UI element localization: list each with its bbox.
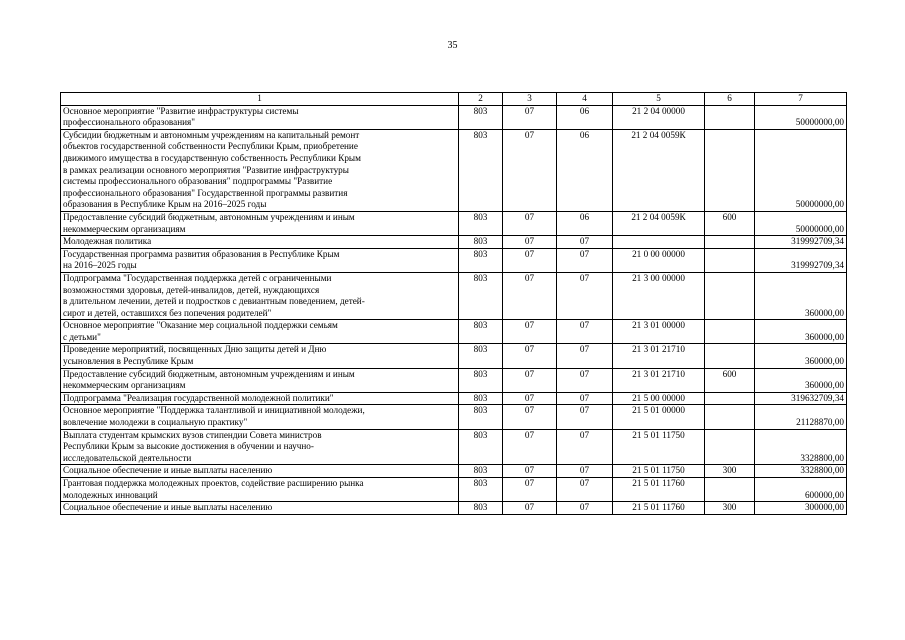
table-row — [61, 465, 847, 478]
row-code-cell: 803 — [459, 392, 503, 405]
row-name-cell: Молодежная политика — [61, 236, 459, 249]
row-amount-cell: 360000,00 — [755, 272, 847, 319]
row-amount-cell: 50000000,00 — [755, 105, 847, 129]
table-row — [61, 129, 847, 211]
row-code-cell: 803 — [459, 344, 503, 368]
row-expense-type-cell — [705, 320, 755, 344]
row-subsection-cell: 07 — [557, 465, 613, 478]
table-row — [61, 248, 847, 272]
row-amount-cell: 360000,00 — [755, 320, 847, 344]
row-section-cell: 07 — [503, 478, 557, 502]
row-subsection-cell: 07 — [557, 236, 613, 249]
row-expense-type-cell: 600 — [705, 368, 755, 392]
table-row — [61, 236, 847, 249]
row-subsection-cell: 07 — [557, 368, 613, 392]
budget-table-body — [61, 93, 847, 515]
row-subsection-cell: 06 — [557, 129, 613, 211]
row-code-cell: 803 — [459, 478, 503, 502]
row-expense-type-cell — [705, 429, 755, 465]
row-expense-type-cell: 300 — [705, 465, 755, 478]
row-code-cell: 803 — [459, 465, 503, 478]
row-section-cell: 07 — [503, 248, 557, 272]
row-code-cell: 803 — [459, 368, 503, 392]
row-amount-cell: 360000,00 — [755, 344, 847, 368]
row-section-cell: 07 — [503, 465, 557, 478]
row-section-cell: 07 — [503, 211, 557, 235]
row-code-cell: 803 — [459, 272, 503, 319]
row-expense-type-cell — [705, 129, 755, 211]
table-row — [61, 405, 847, 429]
row-section-cell: 07 — [503, 405, 557, 429]
row-subsection-cell: 07 — [557, 478, 613, 502]
row-target-article-cell: 21 3 01 21710 — [613, 344, 705, 368]
row-name-cell: Основное мероприятие "Развитие инфраструктуры системы профессионального образования" — [61, 105, 459, 129]
row-name-cell: Основное мероприятие "Оказание мер социальной поддержки семьям с детьми" — [61, 320, 459, 344]
header-cell-1: 1 — [61, 93, 459, 106]
row-amount-cell: 3328800,00 — [755, 429, 847, 465]
row-amount-cell: 3328800,00 — [755, 465, 847, 478]
row-name-cell: Субсидии бюджетным и автономным учреждениям на капитальный ремонт объектов государственной собственности Республики Крым, приобретение движимого имущества в государственную собственность Республики Крым в рамках реализации основного мероприятия "Развитие инфраструктуры системы профессионального образования" подпрограммы "Развитие профессионального образования" Государственной программы развития образования в Республике Крым на 2016–2025 годы — [61, 129, 459, 211]
page-number: 35 — [447, 40, 458, 51]
row-code-cell: 803 — [459, 129, 503, 211]
row-name-cell: Предоставление субсидий бюджетным, автономным учреждениям и иным некоммерческим организациям — [61, 368, 459, 392]
row-expense-type-cell — [705, 405, 755, 429]
table-row — [61, 272, 847, 319]
row-expense-type-cell — [705, 344, 755, 368]
row-code-cell: 803 — [459, 248, 503, 272]
row-target-article-cell: 21 3 01 00000 — [613, 320, 705, 344]
row-target-article-cell — [613, 236, 705, 249]
row-code-cell: 803 — [459, 429, 503, 465]
row-code-cell: 803 — [459, 320, 503, 344]
row-target-article-cell: 21 5 01 00000 — [613, 405, 705, 429]
row-target-article-cell: 21 5 01 11760 — [613, 478, 705, 502]
row-name-cell: Выплата студентам крымских вузов стипендии Совета министров Республики Крым за высокие достижения в обучении и научно- исследовательской деятельности — [61, 429, 459, 465]
row-amount-cell: 360000,00 — [755, 368, 847, 392]
table-row — [61, 211, 847, 235]
row-target-article-cell: 21 5 01 11750 — [613, 429, 705, 465]
row-amount-cell: 319632709,34 — [755, 392, 847, 405]
row-expense-type-cell — [705, 236, 755, 249]
table-row — [61, 502, 847, 515]
row-name-cell: Подпрограмма "Государственная поддержка детей с ограниченными возможностями здоровья, детей-инвалидов, детей, нуждающихся в длительном лечении, детей и подростков с девиантным поведением, детей- сирот и детей, оставшихся без попечения родителей" — [61, 272, 459, 319]
row-subsection-cell: 07 — [557, 502, 613, 515]
row-section-cell: 07 — [503, 272, 557, 319]
row-subsection-cell: 07 — [557, 248, 613, 272]
row-name-cell: Основное мероприятие "Поддержка талантливой и инициативной молодежи, вовлечение молодежи в социальную практику" — [61, 405, 459, 429]
table-row — [61, 344, 847, 368]
header-cell-4: 4 — [557, 93, 613, 106]
row-section-cell: 07 — [503, 129, 557, 211]
row-section-cell: 07 — [503, 344, 557, 368]
row-expense-type-cell — [705, 392, 755, 405]
row-amount-cell: 21128870,00 — [755, 405, 847, 429]
table-row — [61, 320, 847, 344]
budget-table — [60, 92, 847, 515]
row-name-cell: Социальное обеспечение и иные выплаты населению — [61, 502, 459, 515]
row-code-cell: 803 — [459, 105, 503, 129]
header-cell-3: 3 — [503, 93, 557, 106]
row-subsection-cell: 07 — [557, 320, 613, 344]
row-subsection-cell: 07 — [557, 405, 613, 429]
table-row — [61, 429, 847, 465]
table-row — [61, 392, 847, 405]
table-header-row — [61, 93, 847, 106]
row-expense-type-cell — [705, 272, 755, 319]
row-section-cell: 07 — [503, 392, 557, 405]
row-target-article-cell: 21 5 01 11760 — [613, 502, 705, 515]
row-section-cell: 07 — [503, 429, 557, 465]
header-cell-2: 2 — [459, 93, 503, 106]
row-name-cell: Социальное обеспечение и иные выплаты населению — [61, 465, 459, 478]
row-code-cell: 803 — [459, 405, 503, 429]
row-name-cell: Проведение мероприятий, посвященных Дню защиты детей и Дню усыновления в Республике Крым — [61, 344, 459, 368]
row-amount-cell: 50000000,00 — [755, 211, 847, 235]
row-target-article-cell: 21 5 00 00000 — [613, 392, 705, 405]
row-amount-cell: 600000,00 — [755, 478, 847, 502]
row-name-cell: Предоставление субсидий бюджетным, автономным учреждениям и иным некоммерческим организациям — [61, 211, 459, 235]
row-target-article-cell: 21 3 01 21710 — [613, 368, 705, 392]
row-section-cell: 07 — [503, 236, 557, 249]
row-subsection-cell: 06 — [557, 211, 613, 235]
row-code-cell: 803 — [459, 502, 503, 515]
row-subsection-cell: 07 — [557, 429, 613, 465]
row-amount-cell: 319992709,34 — [755, 236, 847, 249]
row-name-cell: Грантовая поддержка молодежных проектов, содействие расширению рынка молодежных инноваций — [61, 478, 459, 502]
row-expense-type-cell — [705, 248, 755, 272]
row-amount-cell: 50000000,00 — [755, 129, 847, 211]
header-cell-5: 5 — [613, 93, 705, 106]
row-section-cell: 07 — [503, 368, 557, 392]
row-target-article-cell: 21 5 01 11750 — [613, 465, 705, 478]
row-code-cell: 803 — [459, 236, 503, 249]
row-target-article-cell: 21 2 04 0059К — [613, 129, 705, 211]
row-section-cell: 07 — [503, 502, 557, 515]
header-cell-6: 6 — [705, 93, 755, 106]
table-row — [61, 478, 847, 502]
header-cell-7: 7 — [755, 93, 847, 106]
row-name-cell: Государственная программа развития образования в Республике Крым на 2016–2025 годы — [61, 248, 459, 272]
row-name-cell: Подпрограмма "Реализация государственной молодежной политики" — [61, 392, 459, 405]
row-expense-type-cell: 300 — [705, 502, 755, 515]
row-subsection-cell: 06 — [557, 105, 613, 129]
row-expense-type-cell — [705, 105, 755, 129]
row-section-cell: 07 — [503, 320, 557, 344]
row-amount-cell: 319992709,34 — [755, 248, 847, 272]
row-subsection-cell: 07 — [557, 344, 613, 368]
row-target-article-cell: 21 2 04 0059К — [613, 211, 705, 235]
row-amount-cell: 300000,00 — [755, 502, 847, 515]
row-target-article-cell: 21 0 00 00000 — [613, 248, 705, 272]
row-expense-type-cell: 600 — [705, 211, 755, 235]
row-target-article-cell: 21 2 04 00000 — [613, 105, 705, 129]
table-row — [61, 105, 847, 129]
row-code-cell: 803 — [459, 211, 503, 235]
table-row — [61, 368, 847, 392]
row-subsection-cell: 07 — [557, 272, 613, 319]
row-expense-type-cell — [705, 478, 755, 502]
row-target-article-cell: 21 3 00 00000 — [613, 272, 705, 319]
row-subsection-cell: 07 — [557, 392, 613, 405]
row-section-cell: 07 — [503, 105, 557, 129]
